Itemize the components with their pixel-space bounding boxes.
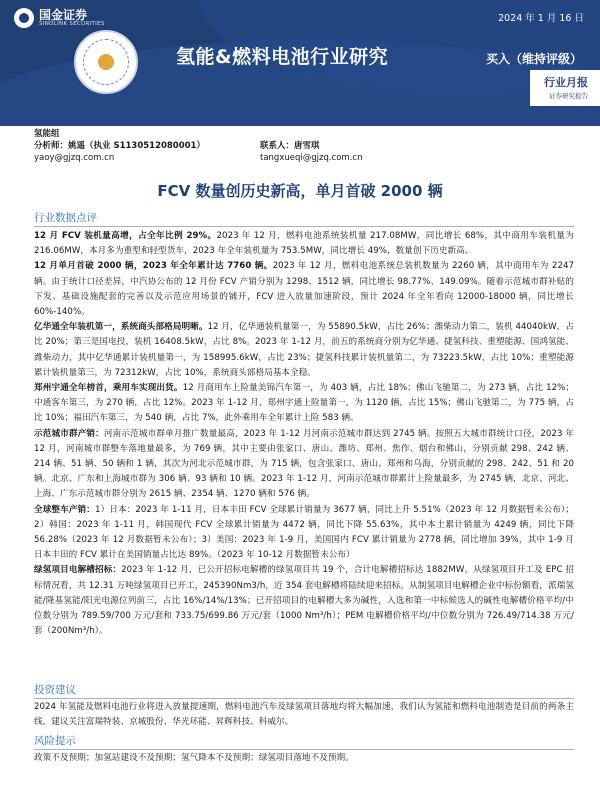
paragraph: 亿华通全年装机第一，系统商头部格局明晰。12 月，亿华通装机量第一，为 55890.5kW，占比 26%；潍柴动力第二，装机 44040kW，占比 20%；第三是国电投，装机 16408.5kW，占比 8%。2023 年 1-12 月，前五的系统商分别为亿华通、捷氢科技、重塑能源、国鸿氢能、潍柴动力，其中亿华通累计装机量第一，为 158995.6kW，占比 23%；捷氢科技累计装机量第二，为 73223.5kW，占比 10%；重塑能源累计装机量第三，为 72312kW，占比 10%，系统商头部格局基本全稳。 [34,322,574,378]
company-logo [14,8,105,28]
report-date: 2024 年 1 月 16 日 [498,13,584,24]
analyst: 分析师：姚遥（执业 S1130512080001） [34,141,205,151]
section-heading: 投资建议 [34,682,574,699]
rating: 买入（维持评级） [485,52,582,66]
qr-seal-icon [74,30,138,94]
body-text [34,700,574,730]
group-name: 氢能组 [34,129,60,139]
paragraph: 示范城市群产销：河南示范城市群单月推广数量最高，2023 年 1-12 月河南示范城市群达到 2745 辆。按照五大城市群统计口径，2023 年 12 月，河南城市群整车落地量最多，为 769 辆，其中主要由张家口、唐山、潍坊、郑州、焦作、烟台和佛山，分别贡献 298、242 辆、214 辆、51 辆、50 辆和 1 辆，其次为河北示范城市群，为 715 辆，包含张家口、唐山、郑州和乌海，分别贡献的 298、242、51 和 20 辆。北京、广东和上海城市群为 306 辆、93 辆和 10 辆。2023 年 1-12 月，河南示范城市群累计上险量最多，为 2745 辆，北京、河北、上海、广东示范城市群分别为 2615 辆、2354 辆、1270 辆和 576 辆。 [34,428,574,500]
report-title: 氢能&燃料电池行业研究 [176,46,389,68]
analyst-email[interactable]: yaoy@gjzq.com.cn [34,153,115,163]
paragraph: 绿氢项目电解槽招标：2023 年 1-12 月，已公开招标电解槽的绿氢项目共 19 个，合计电解槽招标达 1882MW。从绿氢项目开工及 EPC 招标情况看，共 12.31 万吨绿氢项目已开工，245390Nm3/h，近 354 套电解槽将陆续迎来招标。从制氢项目电解槽企业中标份额看，派瑞氢能/隆基氢能/阳光电源位列前三，占比 16%/14%/13%；已开招项目的电解槽大多为碱性，入选和第一中标候选人的碱性电解槽价格平均/中位数分别为 789.59/700 万元/套和 733.75/699.86 万元/套（1000 Nm³/h）；PEM 电解槽价格平均/中位数分别为 726.49/714.38 万元/套（200Nm³/h）。 [34,565,574,637]
contact-email[interactable]: tangxueqi@gjzq.com.cn [260,153,363,163]
section-heading: 风险提示 [34,733,574,750]
paragraph: 2024 年氢能及燃料电池行业将进入放量提速期，燃料电池汽车及绿氢项目落地均将大幅加速，我们认为氢能和燃料电池制造是目前的两条主线，建议关注富瑞特装、京城股份、华光环能、昇辉科技、科威尔。 [34,702,574,728]
report-type: 行业月报 [544,76,588,89]
company-name: 国金证券 [39,7,88,22]
page-title: FCV 数量创历史新高，单月首破 2000 辆 [157,182,443,200]
logo-icon [14,8,34,28]
body-text [34,229,574,639]
paragraph: 12 月 FCV 装机量高增，占全年比例 29%。2023 年 12 月，燃料电池系统装机量 217.08MW，同比增长 68%，其中商用车装机量为 216.06MW，本月多为重型和轻型货车，2023 年全年装机量为 753.5MW，同比增长 49%，数量创下历史新高。 [34,231,574,257]
author-info [34,128,574,164]
section-heading: 行业数据点评 [34,210,574,227]
paragraph: 12 月单月首破 2000 辆，2023 年全年累计达 7760 辆。2023 年 12 月，燃料电池系统总装机数量为 2260 辆，其中商用车为 2247 辆。由于统计口径差异，中汽协公布的 12 月份 FCV 产销分别为 1298、1512 辆，同比增长 98.77%、149.09%。随着示范城市群补贴的下发、基础设施配套的完善以及示范应用场景的铺开，FCV 进入放量加速阶段，预计 2024 年全年看向 12000-18000 辆，同比增长 60%-140%。 [34,261,574,318]
report-subtype: 证券研究报告 [549,92,588,100]
paragraph: 全球整车产销：1）日本：2023 年 1-11 月，日本丰田 FCV 全球累计销量为 3677 辆，同比上升 5.51%（2023 年 12 月数据暂未公布）；2）韩国：2023 年 1-11 月，韩国现代 FCV 全球累计销量为 4472 辆，同比下降 55.63%，其中本土累计销量为 4249 辆，同比下降 56.28%（2023 年 12 月数据暂未公布）；3）美国：2023 年 1-9 月，美国国内 FCV 累计销量为 2778 辆，同比增加 39%，其中 1-9 月日本丰田的 FCV 累计在美国销量占比达 89%。（2023 年 10-12 月数据暂未公布） [34,504,574,561]
paragraph: 政策不及预期；加氢站建设不及预期；氢气降本不及预期；绿氢项目落地不及预期。 [34,753,354,763]
report-header [0,0,600,126]
contact: 联系人：唐雪琪 [260,141,320,151]
company-name-en: SINOLINK SECURITIES [39,20,105,27]
body-text [34,751,574,766]
paragraph: 郑州宇通全年榜首，乘用车实现出货。12 月商用车上险量美锦汽车第一，为 403 辆，占比 18%；佛山飞驰第二，为 273 辆，占比 12%；中通客车第三，为 270 辆，占比 12%。2023 年 1-12 月，郑州宇通上险量第一，为 1120 辆，占比 15%；佛山飞驰第二，为 775 辆，占比 10%；福田汽车第三，为 540 辆，占比 7%，此外乘用车全年累计上险 583 辆。 [34,383,574,424]
